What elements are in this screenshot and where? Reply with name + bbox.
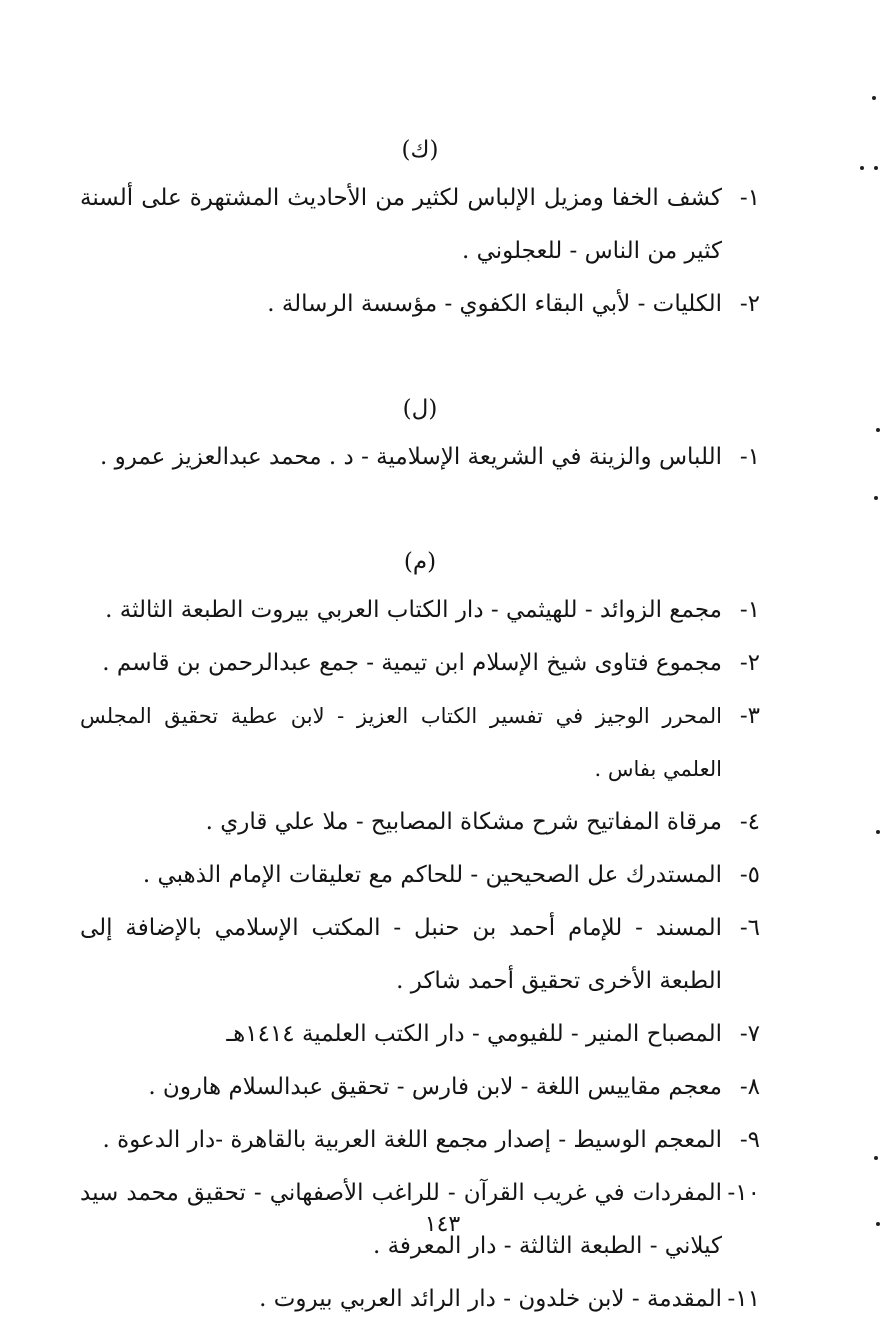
entry (80, 1114, 760, 1167)
entry-number: ٣- (739, 703, 760, 729)
entry-number: ١١- (727, 1286, 760, 1312)
scan-speck (874, 1156, 878, 1160)
entry (80, 278, 760, 331)
entry-number: ٧- (739, 1021, 760, 1047)
scan-speck (876, 830, 880, 834)
entry-number: ٨- (739, 1074, 760, 1100)
entry (80, 1273, 760, 1326)
entry-text: كشف الخفا ومزيل الإلباس لكثير من الأحاديث المشتهرة على ألسنة كثير من الناس - للعجلوني . (80, 185, 722, 264)
entry (80, 584, 760, 637)
entry-text: المحرر الوجيز في تفسير الكتاب العزيز - لابن عطية تحقيق المجلس العلمي بفاس . (80, 704, 722, 781)
entry-text: المصباح المنير - للفيومي - دار الكتب العلمية ١٤١٤هـ (226, 1021, 722, 1047)
entry-text: مجمع الزوائد - للهيثمي - دار الكتاب العربي بيروت الطبعة الثالثة . (105, 597, 722, 623)
entry-text: الكليات - لأبي البقاء الكفوي - مؤسسة الرسالة . (267, 291, 722, 317)
entry-text: مجموع فتاوى شيخ الإسلام ابن تيمية - جمع عبدالرحمن بن قاسم . (102, 650, 722, 676)
entry-number: ٩- (739, 1127, 760, 1153)
entry (80, 1008, 760, 1061)
entry-text: المقدمة - لابن خلدون - دار الرائد العربي بيروت . (259, 1286, 722, 1312)
entry-number: ٥- (739, 862, 760, 888)
section-heading: (ل) (402, 396, 438, 422)
bibliography (80, 128, 760, 1326)
scan-speck (876, 1222, 880, 1226)
entry-number: ٢- (739, 650, 760, 676)
entry-text: معجم مقاييس اللغة - لابن فارس - تحقيق عبدالسلام هارون . (148, 1074, 722, 1100)
entry-text: المسند - للإمام أحمد بن حنبل - المكتب الإسلامي بالإضافة إلى الطبعة الأخرى تحقيق أحمد شاكر . (80, 915, 722, 994)
entry-number: ٤- (739, 809, 760, 835)
entry-text: المعجم الوسيط - إصدار مجمع اللغة العربية بالقاهرة -دار الدعوة . (102, 1127, 722, 1153)
scan-speck (872, 96, 876, 100)
entry-number: ١- (739, 444, 760, 470)
entry-text: المستدرك عل الصحيحين - للحاكم مع تعليقات الإمام الذهبي . (142, 862, 722, 888)
section-heading: (م) (403, 549, 437, 575)
entry-number: ٢- (739, 291, 760, 317)
entry-number: ١٠- (727, 1180, 760, 1206)
entry-text: اللباس والزينة في الشريعة الإسلامية - د . محمد عبدالعزيز عمرو . (99, 444, 722, 470)
entry-number: ١- (739, 185, 760, 211)
entry-number: ١- (739, 597, 760, 623)
entry (80, 796, 760, 849)
scan-speck (860, 166, 864, 170)
entry (80, 1061, 760, 1114)
entry (80, 431, 760, 484)
entry (80, 849, 760, 902)
scan-speck (876, 428, 880, 432)
page-number: ١٤٣ (424, 1212, 461, 1237)
entry-text: مرقاة المفاتيح شرح مشكاة المصابيح - ملا علي قاري . (205, 809, 722, 835)
entry (80, 902, 760, 1008)
section-mim (80, 540, 760, 1326)
scan-speck (874, 496, 878, 500)
entry-number: ٦- (739, 915, 760, 941)
section-heading: (ك) (401, 137, 439, 163)
entry (80, 690, 760, 796)
scan-speck (874, 166, 878, 170)
entry (80, 172, 760, 278)
entry (80, 637, 760, 690)
section-lam (80, 387, 760, 484)
entry-text: المفردات في غريب القرآن - للراغب الأصفهاني - تحقيق محمد سيد كيلاني - الطبعة الثالثة - دار المعرفة . (80, 1180, 722, 1259)
section-kaf (80, 128, 760, 331)
